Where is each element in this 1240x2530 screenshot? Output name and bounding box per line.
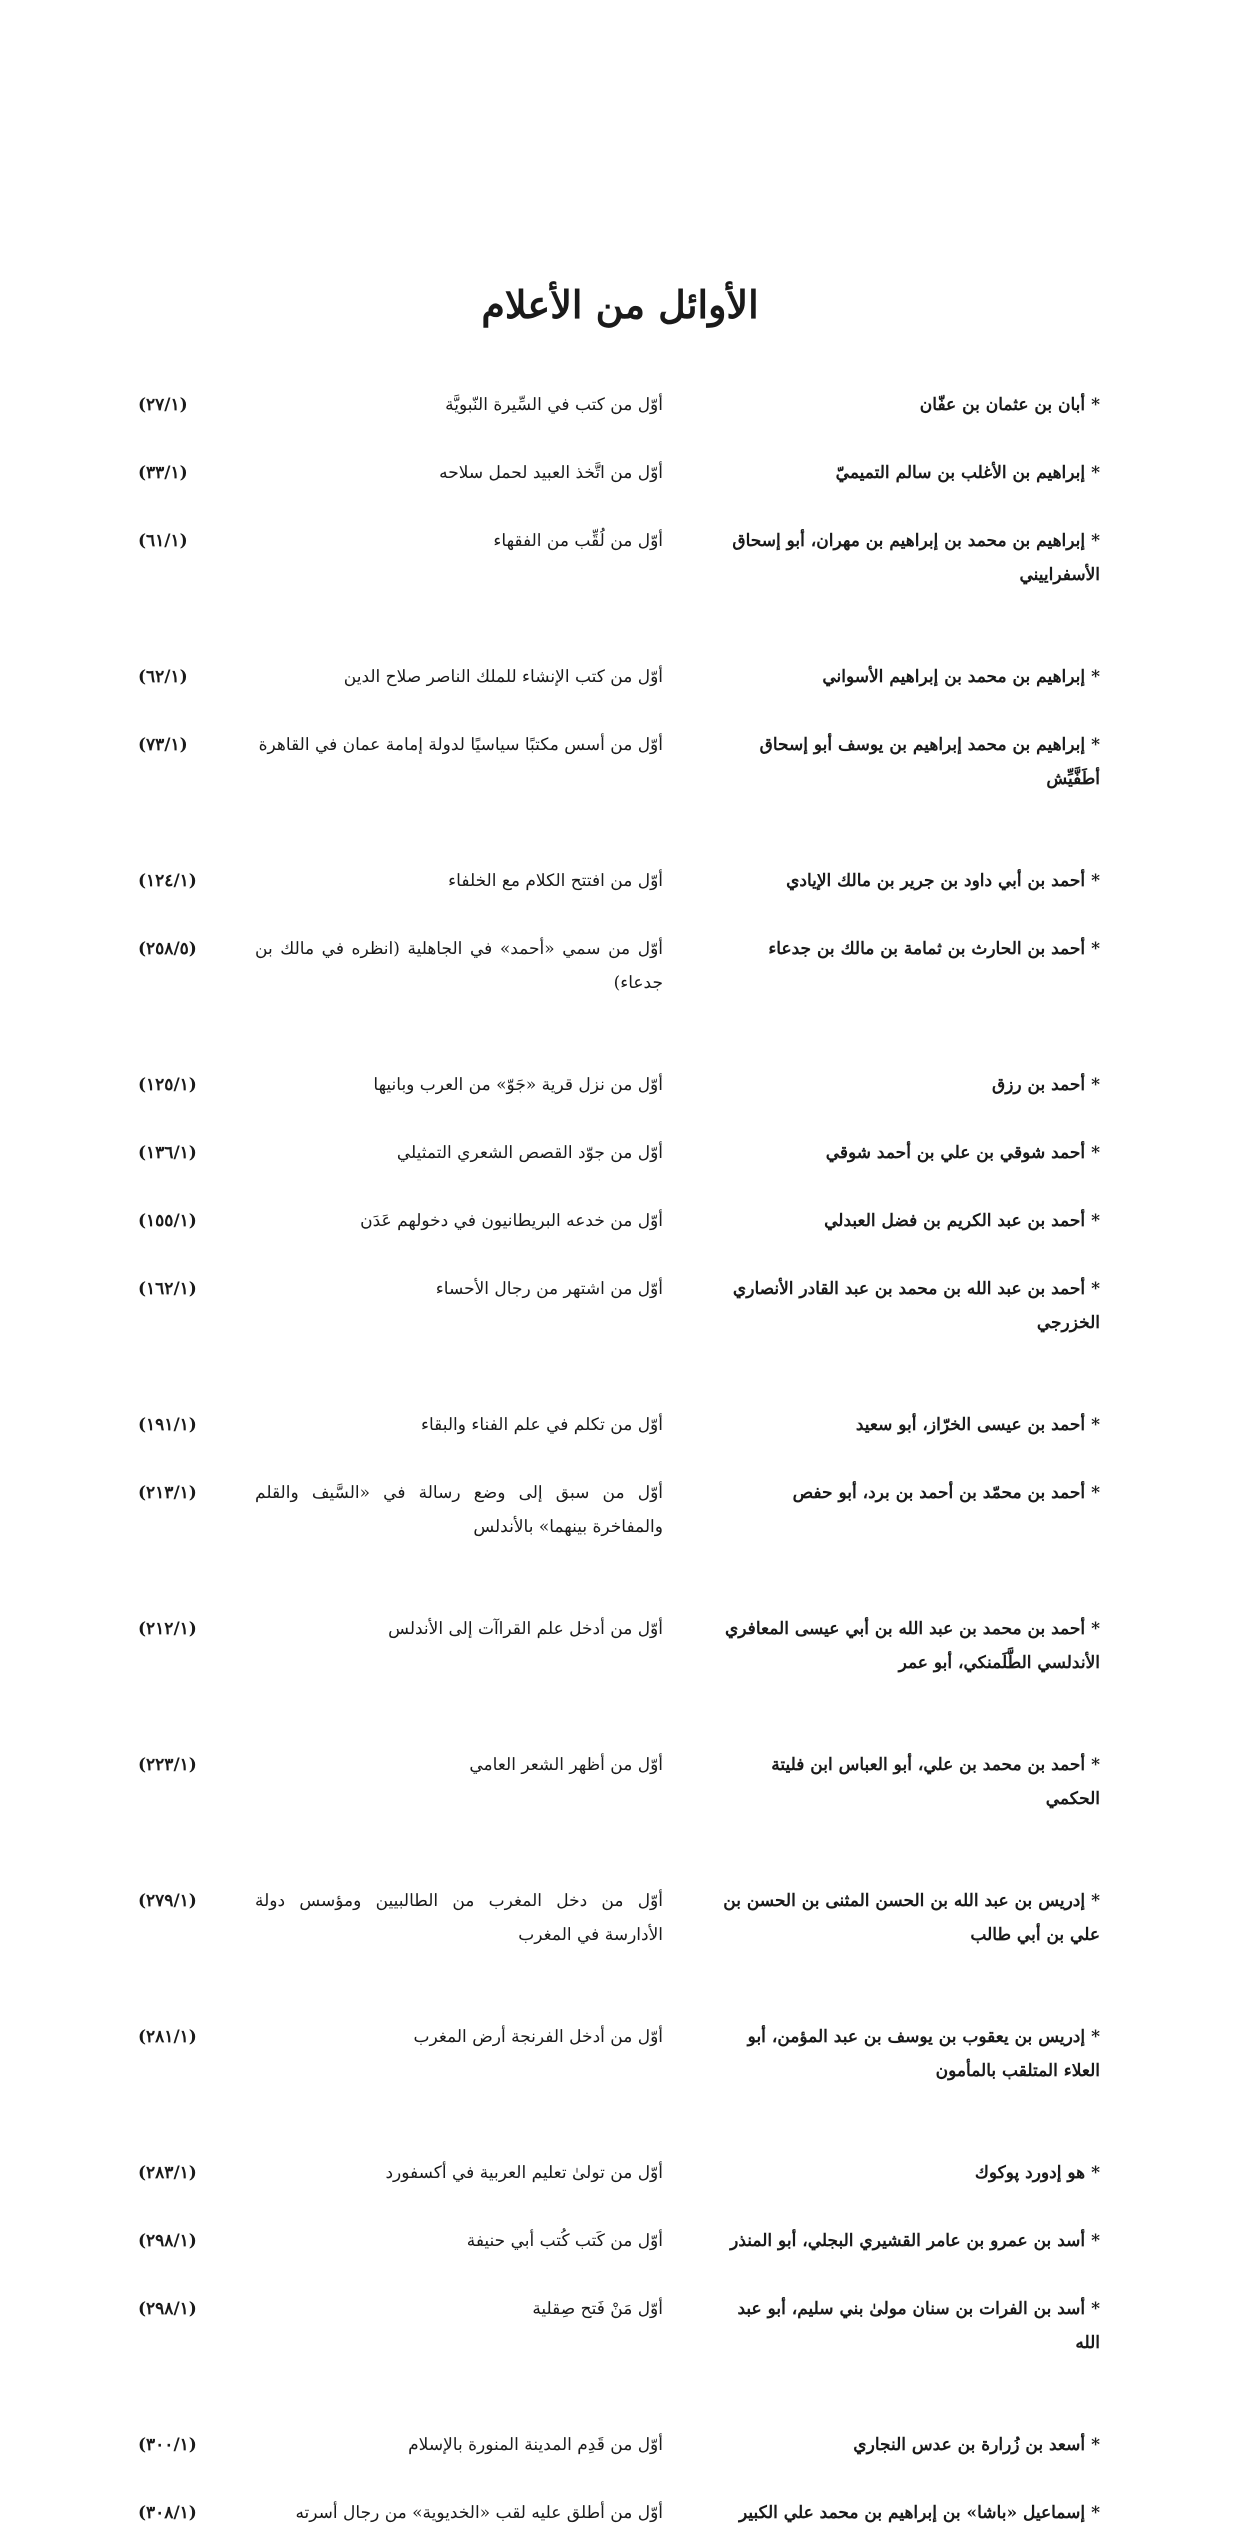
list-item (0, 932, 1240, 1000)
entry-description: أوّل من سبق إلى وضع رسالة في «السَّيف والقلم والمفاخرة بينهما» بالأندلس (255, 1483, 663, 1537)
entry-name-text: أسد بن عمرو بن عامر القشيري البجلي، أبو المنذر (730, 2231, 1086, 2251)
entry-reference: (٣٣/١) (138, 463, 188, 483)
entry-reference: (٢٨٣/١) (138, 2163, 197, 2183)
entry-description: أوّل من كتب في السِّيرة النّبويَّة (445, 395, 663, 415)
asterisk-icon: * (1091, 463, 1100, 483)
list-item (0, 456, 1240, 490)
entry-reference: (٣٠٨/١) (138, 2503, 197, 2523)
list-item (0, 1204, 1240, 1238)
entry-name-text: إسماعيل «باشا» بن إبراهيم بن محمد علي الكبير (738, 2503, 1086, 2523)
list-item (0, 2156, 1240, 2190)
asterisk-icon: * (1091, 1483, 1100, 1503)
asterisk-icon: * (1091, 2299, 1100, 2319)
list-item (0, 660, 1240, 694)
entry-name (720, 1068, 1100, 1102)
entry-name (720, 2496, 1100, 2530)
list-item (0, 2224, 1240, 2258)
entry-reference: (٣٠٠/١) (138, 2435, 197, 2455)
entry-reference: (٢٥٨/٥) (138, 939, 197, 959)
entry-name (720, 660, 1100, 694)
list-item (0, 1884, 1240, 1952)
entry-name-text: إبراهيم بن محمد إبراهيم بن يوسف أبو إسحاق أطَفَّيِّش (759, 735, 1100, 789)
entry-name (720, 524, 1100, 592)
entry-reference: (١٦٢/١) (138, 1279, 197, 1299)
entry-reference: (١٣٦/١) (138, 1143, 197, 1163)
entry-name (720, 2020, 1100, 2088)
entry-reference: (١٢٥/١) (138, 1075, 197, 1095)
entry-reference: (٢١٣/١) (138, 1483, 197, 1503)
entry-name-text: أحمد بن عيسى الخرّاز، أبو سعيد (855, 1415, 1086, 1435)
entry-description: أوّل من أظهر الشعر العامي (469, 1755, 663, 1775)
list-item (0, 1272, 1240, 1340)
asterisk-icon: * (1091, 1619, 1100, 1639)
entry-reference: (٢٩٨/١) (138, 2299, 197, 2319)
entry-reference: (٦٢/١) (138, 667, 188, 687)
entry-name (720, 2156, 1100, 2190)
entry-description: أوّل من خدعه البريطانيون في دخولهم عَدَن (360, 1211, 663, 1231)
entry-name (720, 728, 1100, 796)
entry-description: أوّل من سمي «أحمد» في الجاهلية (انظره في مالك بن جدعاء) (255, 939, 663, 993)
entry-reference: (٢٢٣/١) (138, 1755, 197, 1775)
entry-description: أوّل من أطلق عليه لقب «الخديوية» من رجال أسرته (295, 2503, 663, 2523)
entry-name-text: أسد بن الفرات بن سنان مولىٰ بني سليم، أبو عبد الله (737, 2299, 1100, 2353)
entry-name-text: إدريس بن يعقوب بن يوسف بن عبد المؤمن، أبو العلاء المتلقب بالمأمون (747, 2027, 1100, 2081)
entry-name (720, 1612, 1100, 1680)
entry-reference: (٢٧/١) (138, 395, 188, 415)
entry-name-text: أحمد بن محمد بن عبد الله بن أبي عيسى المعافري الأندلسي الطَّلَمنكي، أبو عمر (725, 1619, 1100, 1673)
entry-description: أوّل من تكلم في علم الفناء والبقاء (420, 1415, 663, 1435)
list-item (0, 1408, 1240, 1442)
entry-name-text: أحمد بن محمد بن علي، أبو العباس ابن فليتة الحكمي (771, 1755, 1100, 1809)
entry-name-text: أحمد بن محمّد بن أحمد بن برد، أبو حفص (792, 1483, 1086, 1503)
entry-name-text: هو إدورد پوكوك (974, 2163, 1086, 2183)
list-item (0, 1612, 1240, 1680)
entry-name (720, 1408, 1100, 1442)
entry-description: أوّل من أدخل الفرنجة أرض المغرب (413, 2027, 663, 2047)
entry-name (720, 864, 1100, 898)
asterisk-icon: * (1091, 2027, 1100, 2047)
entry-reference: (٢٧٩/١) (138, 1891, 197, 1911)
entry-reference: (١٢٤/١) (138, 871, 197, 891)
asterisk-icon: * (1091, 2503, 1100, 2523)
entry-description: أوّل من أدخل علم القراآت إلى الأندلس (388, 1619, 663, 1639)
entries-list (0, 388, 1240, 2523)
entry-name (720, 1204, 1100, 1238)
list-item (0, 2496, 1240, 2530)
entry-name-text: إدريس بن عبد الله بن الحسن المثنى بن الحسن بن علي بن أبي طالب (723, 1891, 1100, 1945)
entry-reference: (١٩١/١) (138, 1415, 197, 1435)
entry-name-text: إبراهيم بن الأغلب بن سالم التميميّ (835, 463, 1086, 483)
entry-reference: (١٥٥/١) (138, 1211, 197, 1231)
entry-name (720, 1272, 1100, 1340)
list-item (0, 2428, 1240, 2462)
entry-description: أوّل من اتَّخذ العبيد لحمل سلاحه (439, 463, 663, 483)
entry-name (720, 388, 1100, 422)
entry-description: أوّل من أسس مكتبًا سياسيًا لدولة إمامة عمان في القاهرة (258, 735, 663, 755)
entry-description: أوّل من قَدِم المدينة المنورة بالإسلام (408, 2435, 663, 2455)
entry-name-text: أبان بن عثمان بن عفّان (919, 395, 1086, 415)
entry-description: أوّل من كَتب كُتب أبي حنيفة (466, 2231, 663, 2251)
asterisk-icon: * (1091, 1279, 1100, 1299)
page-title: الأوائل من الأعلام (481, 282, 759, 327)
asterisk-icon: * (1091, 1143, 1100, 1163)
entry-description: أوّل من افتتح الكلام مع الخلفاء (448, 871, 663, 891)
entry-name-text: أحمد بن أبي داود بن جرير بن مالك الإيادي (786, 871, 1086, 891)
entry-description: أوّل من جوّد القصص الشعري التمثيلي (396, 1143, 663, 1163)
list-item (0, 864, 1240, 898)
entry-name-text: أحمد بن رزق (992, 1075, 1086, 1095)
asterisk-icon: * (1091, 1755, 1100, 1775)
list-item (0, 2292, 1240, 2360)
entry-name (720, 2292, 1100, 2360)
asterisk-icon: * (1091, 1891, 1100, 1911)
list-item (0, 1136, 1240, 1170)
entry-description: أوّل من اشتهر من رجال الأحساء (435, 1279, 663, 1299)
asterisk-icon: * (1091, 395, 1100, 415)
asterisk-icon: * (1091, 735, 1100, 755)
entry-name-text: أحمد بن عبد الكريم بن فضل العبدلي (824, 1211, 1086, 1231)
entry-name (720, 932, 1100, 966)
asterisk-icon: * (1091, 2231, 1100, 2251)
entry-name-text: أسعد بن زُرارة بن عدس النجاري (853, 2435, 1086, 2455)
entry-reference: (٦١/١) (138, 531, 188, 551)
asterisk-icon: * (1091, 2435, 1100, 2455)
list-item (0, 728, 1240, 796)
entry-description: أوّل من تولىٰ تعليم العربية في أكسفورد (385, 2163, 663, 2183)
entry-name (720, 1748, 1100, 1816)
list-item (0, 1068, 1240, 1102)
entry-name (720, 1136, 1100, 1170)
entry-name (720, 2428, 1100, 2462)
asterisk-icon: * (1091, 871, 1100, 891)
asterisk-icon: * (1091, 939, 1100, 959)
entry-reference: (٢١٢/١) (138, 1619, 197, 1639)
list-item (0, 1476, 1240, 1544)
entry-reference: (٢٩٨/١) (138, 2231, 197, 2251)
list-item (0, 2020, 1240, 2088)
asterisk-icon: * (1091, 667, 1100, 687)
list-item (0, 1748, 1240, 1816)
asterisk-icon: * (1091, 2163, 1100, 2183)
entry-name (720, 2224, 1100, 2258)
entry-name (720, 1884, 1100, 1952)
entry-reference: (٧٣/١) (138, 735, 188, 755)
entry-description: أوّل مَنْ فَتح صِقلية (532, 2299, 663, 2319)
entry-name-text: أحمد بن الحارث بن ثمامة بن مالك بن جدعاء (768, 939, 1086, 959)
entry-description: أوّل من كتب الإنشاء للملك الناصر صلاح الدين (343, 667, 663, 687)
entry-name-text: أحمد شوقي بن علي بن أحمد شوقي (825, 1143, 1086, 1163)
asterisk-icon: * (1091, 1211, 1100, 1231)
entry-description: أوّل من لُقِّب من الفقهاء (493, 531, 663, 551)
entry-reference: (٢٨١/١) (138, 2027, 197, 2047)
entry-description: أوّل من نزل قرية «جَوّ» من العرب وبانيها (373, 1075, 663, 1095)
list-item (0, 524, 1240, 592)
list-item (0, 388, 1240, 422)
asterisk-icon: * (1091, 1075, 1100, 1095)
asterisk-icon: * (1091, 531, 1100, 551)
entry-name-text: أحمد بن عبد الله بن محمد بن عبد القادر الأنصاري الخزرجي (732, 1279, 1100, 1333)
entry-name-text: إبراهيم بن محمد بن إبراهيم بن مهران، أبو إسحاق الأسفراييني (732, 531, 1100, 585)
entry-name (720, 456, 1100, 490)
entry-name-text: إبراهيم بن محمد بن إبراهيم الأسواني (822, 667, 1086, 687)
entry-name (720, 1476, 1100, 1510)
asterisk-icon: * (1091, 1415, 1100, 1435)
entry-description: أوّل من دخل المغرب من الطالبيين ومؤسس دولة الأدارسة في المغرب (255, 1891, 663, 1945)
